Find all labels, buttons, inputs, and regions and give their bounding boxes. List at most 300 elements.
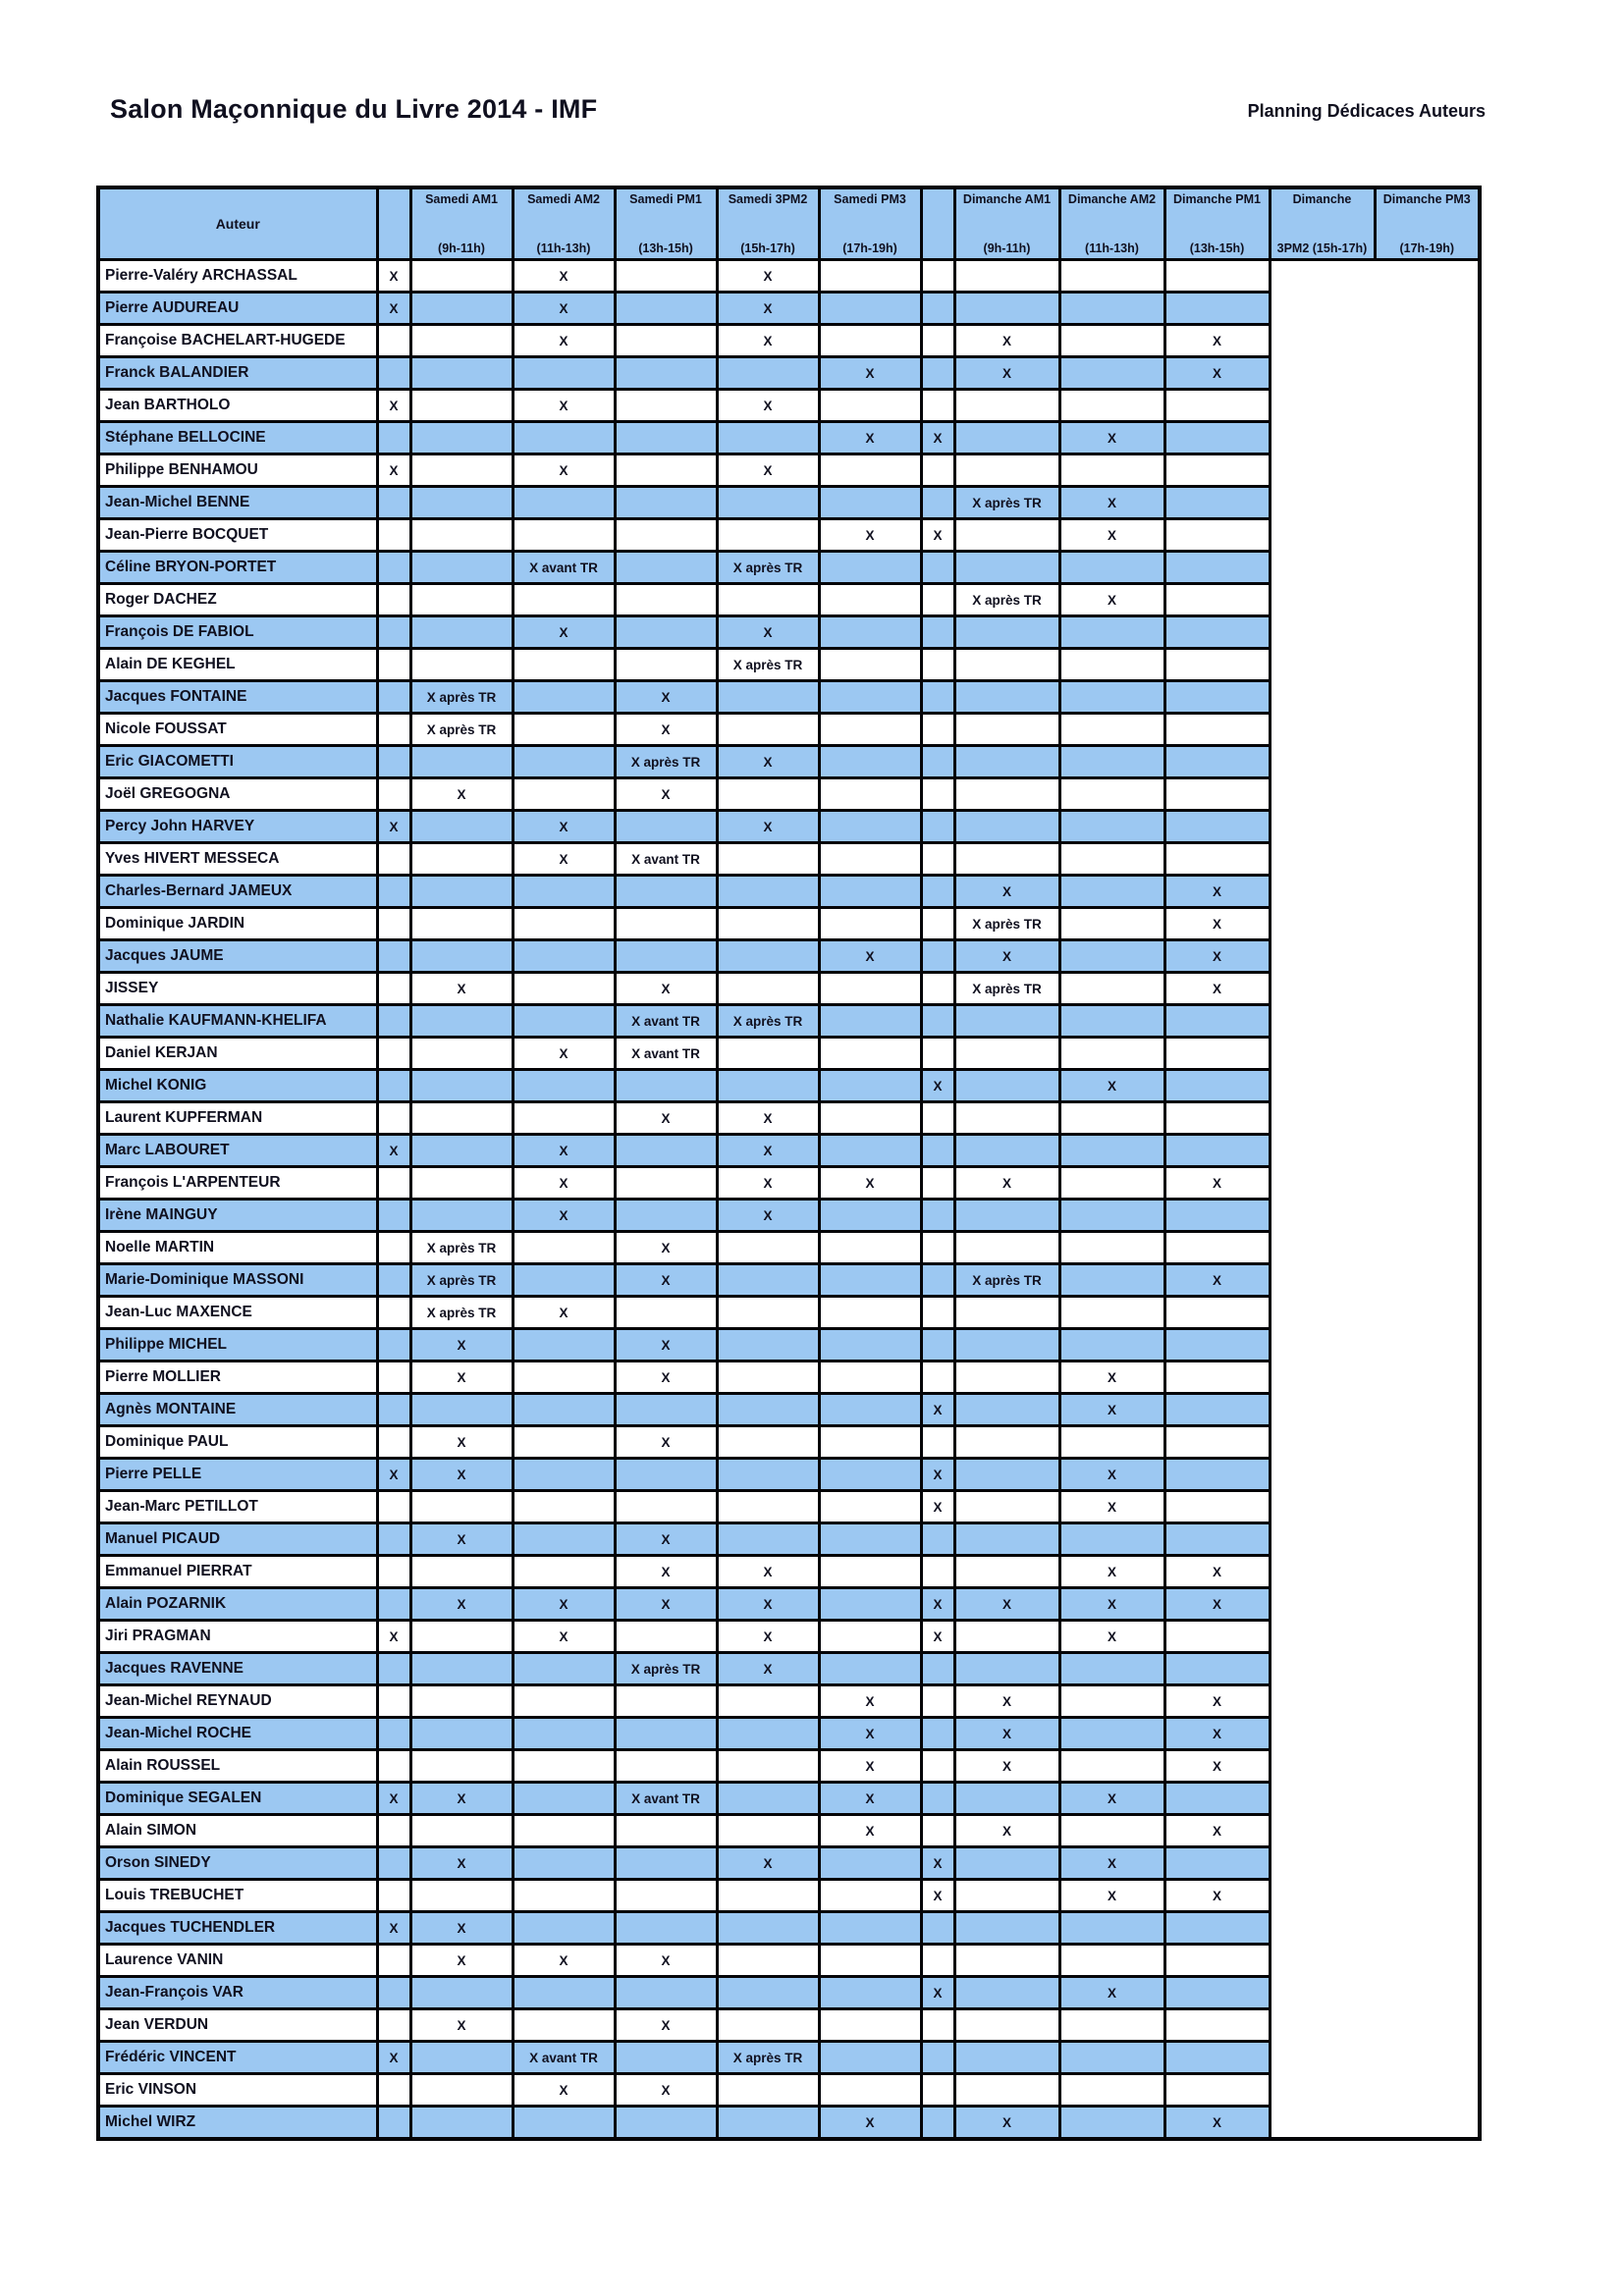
schedule-cell bbox=[954, 1847, 1059, 1880]
schedule-cell bbox=[819, 1491, 921, 1523]
schedule-cell bbox=[513, 876, 615, 908]
author-name: Eric VINSON bbox=[98, 2074, 377, 2107]
schedule-cell: X après TR bbox=[717, 1005, 819, 1038]
schedule-cell bbox=[615, 1394, 717, 1426]
schedule-cell bbox=[717, 1362, 819, 1394]
schedule-cell bbox=[921, 778, 954, 811]
schedule-cell bbox=[377, 1880, 410, 1912]
schedule-cell: X après TR bbox=[954, 584, 1059, 616]
author-name: Laurent KUPFERMAN bbox=[98, 1102, 377, 1135]
schedule-cell bbox=[1059, 357, 1164, 390]
author-name: Dominique PAUL bbox=[98, 1426, 377, 1459]
schedule-cell: X bbox=[1059, 1977, 1164, 2009]
schedule-cell bbox=[954, 1070, 1059, 1102]
schedule-cell: X bbox=[921, 1880, 954, 1912]
schedule-cell bbox=[717, 1750, 819, 1783]
schedule-cell: X bbox=[1059, 1588, 1164, 1621]
schedule-cell bbox=[819, 778, 921, 811]
schedule-cell bbox=[410, 876, 513, 908]
schedule-cell bbox=[513, 908, 615, 940]
schedule-cell bbox=[377, 2074, 410, 2107]
author-name: Franck BALANDIER bbox=[98, 357, 377, 390]
schedule-cell bbox=[377, 1329, 410, 1362]
table-row bbox=[98, 2042, 1480, 2074]
schedule-cell: X bbox=[615, 1232, 717, 1264]
schedule-cell bbox=[921, 1750, 954, 1783]
schedule-cell: X bbox=[1059, 1847, 1164, 1880]
schedule-cell: X bbox=[410, 1426, 513, 1459]
schedule-cell bbox=[1164, 1491, 1270, 1523]
schedule-cell bbox=[1164, 390, 1270, 422]
author-name: Céline BRYON-PORTET bbox=[98, 552, 377, 584]
schedule-cell bbox=[1164, 1783, 1270, 1815]
schedule-cell bbox=[513, 2009, 615, 2042]
schedule-cell: X bbox=[615, 714, 717, 746]
schedule-cell bbox=[921, 876, 954, 908]
schedule-cell bbox=[377, 357, 410, 390]
schedule-cell: X bbox=[615, 1588, 717, 1621]
schedule-cell bbox=[410, 293, 513, 325]
schedule-cell bbox=[921, 1167, 954, 1200]
schedule-cell bbox=[410, 940, 513, 973]
schedule-cell bbox=[410, 1815, 513, 1847]
schedule-cell bbox=[1164, 1912, 1270, 1945]
schedule-cell: X bbox=[954, 357, 1059, 390]
schedule-cell bbox=[954, 390, 1059, 422]
schedule-cell: X bbox=[921, 1621, 954, 1653]
schedule-cell bbox=[954, 1329, 1059, 1362]
schedule-cell: X bbox=[1059, 1070, 1164, 1102]
schedule-cell bbox=[717, 1945, 819, 1977]
table-row bbox=[98, 714, 1480, 746]
schedule-cell bbox=[1164, 681, 1270, 714]
schedule-cell: X bbox=[1059, 1880, 1164, 1912]
table-row bbox=[98, 1685, 1480, 1718]
schedule-cell bbox=[377, 1491, 410, 1523]
schedule-cell bbox=[819, 1426, 921, 1459]
schedule-cell bbox=[615, 357, 717, 390]
schedule-cell bbox=[717, 1329, 819, 1362]
column-header bbox=[954, 187, 1059, 260]
schedule-cell bbox=[1059, 746, 1164, 778]
schedule-cell: X bbox=[1164, 1588, 1270, 1621]
table-row bbox=[98, 357, 1480, 390]
table-row bbox=[98, 616, 1480, 649]
schedule-cell bbox=[615, 454, 717, 487]
schedule-cell: X avant TR bbox=[615, 1783, 717, 1815]
schedule-cell: X bbox=[615, 2074, 717, 2107]
schedule-cell: X bbox=[819, 422, 921, 454]
schedule-cell bbox=[954, 1135, 1059, 1167]
schedule-cell: X bbox=[717, 1556, 819, 1588]
table-row bbox=[98, 422, 1480, 454]
schedule-cell bbox=[921, 1329, 954, 1362]
schedule-cell bbox=[717, 1232, 819, 1264]
schedule-cell bbox=[921, 1005, 954, 1038]
author-name: Jean-Michel BENNE bbox=[98, 487, 377, 519]
schedule-cell bbox=[954, 519, 1059, 552]
schedule-cell: X bbox=[1164, 357, 1270, 390]
schedule-cell bbox=[954, 454, 1059, 487]
schedule-cell bbox=[1164, 1005, 1270, 1038]
schedule-cell bbox=[1059, 973, 1164, 1005]
schedule-cell bbox=[615, 1167, 717, 1200]
table-row bbox=[98, 908, 1480, 940]
schedule-cell: X après TR bbox=[410, 1297, 513, 1329]
schedule-cell: X bbox=[717, 454, 819, 487]
schedule-cell: X bbox=[954, 876, 1059, 908]
schedule-cell: X bbox=[1164, 1880, 1270, 1912]
schedule-cell: X bbox=[410, 1847, 513, 1880]
schedule-cell bbox=[1164, 487, 1270, 519]
schedule-cell: X bbox=[1164, 2107, 1270, 2140]
schedule-cell: X avant TR bbox=[615, 1038, 717, 1070]
schedule-cell: X bbox=[513, 1621, 615, 1653]
schedule-cell: X bbox=[377, 454, 410, 487]
schedule-cell bbox=[410, 454, 513, 487]
schedule-cell: X bbox=[513, 1588, 615, 1621]
schedule-cell bbox=[377, 487, 410, 519]
schedule-cell bbox=[954, 1038, 1059, 1070]
author-name: Jean-Luc MAXENCE bbox=[98, 1297, 377, 1329]
schedule-cell bbox=[513, 1329, 615, 1362]
schedule-cell bbox=[1164, 616, 1270, 649]
schedule-cell bbox=[1059, 1750, 1164, 1783]
author-name: Michel WIRZ bbox=[98, 2107, 377, 2140]
schedule-cell: X bbox=[819, 1750, 921, 1783]
author-name: Roger DACHEZ bbox=[98, 584, 377, 616]
author-name: Manuel PICAUD bbox=[98, 1523, 377, 1556]
table-row bbox=[98, 2009, 1480, 2042]
table-row bbox=[98, 1815, 1480, 1847]
schedule-cell bbox=[954, 422, 1059, 454]
schedule-cell bbox=[377, 1945, 410, 1977]
schedule-cell bbox=[513, 1232, 615, 1264]
schedule-cell bbox=[513, 1491, 615, 1523]
schedule-cell bbox=[954, 1200, 1059, 1232]
schedule-cell bbox=[377, 1426, 410, 1459]
schedule-cell: X bbox=[819, 519, 921, 552]
schedule-cell bbox=[954, 746, 1059, 778]
schedule-cell bbox=[954, 1232, 1059, 1264]
schedule-cell bbox=[1059, 940, 1164, 973]
author-name: Alain DE KEGHEL bbox=[98, 649, 377, 681]
schedule-cell bbox=[954, 1783, 1059, 1815]
schedule-cell bbox=[921, 2107, 954, 2140]
schedule-cell: X bbox=[410, 1523, 513, 1556]
schedule-cell bbox=[717, 422, 819, 454]
table-row bbox=[98, 1653, 1480, 1685]
author-name: Jacques JAUME bbox=[98, 940, 377, 973]
schedule-cell: X bbox=[921, 1394, 954, 1426]
schedule-cell bbox=[1059, 1167, 1164, 1200]
author-name: Charles-Bernard JAMEUX bbox=[98, 876, 377, 908]
table-row bbox=[98, 1329, 1480, 1362]
column-header-title: Samedi PM1 bbox=[629, 192, 702, 206]
table-row bbox=[98, 1588, 1480, 1621]
author-name: Alain SIMON bbox=[98, 1815, 377, 1847]
schedule-cell bbox=[377, 2009, 410, 2042]
schedule-cell bbox=[615, 1880, 717, 1912]
schedule-cell bbox=[1164, 293, 1270, 325]
schedule-cell bbox=[819, 1232, 921, 1264]
schedule-cell bbox=[1164, 1977, 1270, 2009]
schedule-cell bbox=[1164, 1394, 1270, 1426]
schedule-cell bbox=[377, 843, 410, 876]
schedule-cell: X après TR bbox=[954, 908, 1059, 940]
schedule-cell bbox=[1059, 1815, 1164, 1847]
schedule-cell bbox=[819, 746, 921, 778]
schedule-cell bbox=[921, 1264, 954, 1297]
schedule-cell: X après TR bbox=[615, 1653, 717, 1685]
schedule-cell bbox=[1164, 454, 1270, 487]
schedule-cell: X après TR bbox=[717, 2042, 819, 2074]
schedule-cell: X bbox=[615, 1329, 717, 1362]
schedule-cell bbox=[717, 1491, 819, 1523]
schedule-cell: X bbox=[377, 293, 410, 325]
table-row bbox=[98, 1426, 1480, 1459]
schedule-cell: X après TR bbox=[410, 1232, 513, 1264]
schedule-cell bbox=[615, 422, 717, 454]
schedule-cell bbox=[1059, 1329, 1164, 1362]
schedule-cell bbox=[1164, 519, 1270, 552]
schedule-cell: X bbox=[1059, 487, 1164, 519]
schedule-cell: X bbox=[954, 325, 1059, 357]
table-row bbox=[98, 260, 1480, 293]
author-name: Percy John HARVEY bbox=[98, 811, 377, 843]
schedule-cell bbox=[921, 1297, 954, 1329]
schedule-cell bbox=[1164, 714, 1270, 746]
schedule-cell bbox=[410, 2107, 513, 2140]
schedule-cell bbox=[921, 1783, 954, 1815]
schedule-cell bbox=[1164, 2009, 1270, 2042]
schedule-cell: X bbox=[717, 325, 819, 357]
schedule-cell: X bbox=[921, 1588, 954, 1621]
column-header-title: Dimanche PM3 bbox=[1382, 192, 1471, 206]
schedule-cell: X bbox=[717, 1621, 819, 1653]
schedule-cell bbox=[1164, 1653, 1270, 1685]
schedule-cell: X bbox=[513, 1038, 615, 1070]
schedule-cell: X bbox=[921, 1977, 954, 2009]
schedule-cell: X bbox=[377, 2042, 410, 2074]
schedule-cell: X bbox=[1059, 1394, 1164, 1426]
table-row bbox=[98, 811, 1480, 843]
schedule-cell bbox=[819, 487, 921, 519]
schedule-cell bbox=[513, 1880, 615, 1912]
table-row bbox=[98, 876, 1480, 908]
schedule-cell bbox=[819, 584, 921, 616]
schedule-cell: X bbox=[717, 746, 819, 778]
schedule-cell bbox=[954, 811, 1059, 843]
schedule-cell bbox=[921, 1102, 954, 1135]
author-name: Alain ROUSSEL bbox=[98, 1750, 377, 1783]
schedule-cell bbox=[819, 2009, 921, 2042]
page-title: Salon Maçonnique du Livre 2014 - IMF bbox=[110, 94, 598, 124]
author-name: Jean-Pierre BOCQUET bbox=[98, 519, 377, 552]
schedule-cell bbox=[1164, 1523, 1270, 1556]
schedule-cell bbox=[377, 1297, 410, 1329]
schedule-cell bbox=[921, 390, 954, 422]
schedule-cell bbox=[410, 519, 513, 552]
schedule-cell bbox=[954, 1912, 1059, 1945]
schedule-cell bbox=[410, 1750, 513, 1783]
schedule-cell bbox=[410, 1167, 513, 1200]
schedule-cell: X bbox=[615, 1362, 717, 1394]
author-name: Jean VERDUN bbox=[98, 2009, 377, 2042]
author-name: Michel KONIG bbox=[98, 1070, 377, 1102]
schedule-cell bbox=[410, 649, 513, 681]
column-header bbox=[513, 187, 615, 260]
schedule-cell: X bbox=[717, 293, 819, 325]
table-row bbox=[98, 1167, 1480, 1200]
schedule-cell bbox=[954, 1621, 1059, 1653]
author-name: Irène MAINGUY bbox=[98, 1200, 377, 1232]
schedule-cell: X bbox=[921, 1491, 954, 1523]
schedule-cell bbox=[513, 1556, 615, 1588]
schedule-cell: X bbox=[1164, 1556, 1270, 1588]
schedule-cell bbox=[717, 1523, 819, 1556]
schedule-cell bbox=[1164, 1102, 1270, 1135]
schedule-cell bbox=[921, 487, 954, 519]
schedule-cell bbox=[717, 519, 819, 552]
schedule-cell bbox=[1059, 681, 1164, 714]
author-name: Dominique SEGALEN bbox=[98, 1783, 377, 1815]
schedule-cell bbox=[819, 1977, 921, 2009]
table-row bbox=[98, 1459, 1480, 1491]
schedule-cell: X bbox=[513, 390, 615, 422]
author-name: Jean-Marc PETILLOT bbox=[98, 1491, 377, 1523]
schedule-cell bbox=[954, 1362, 1059, 1394]
schedule-cell: X bbox=[717, 1847, 819, 1880]
schedule-cell: X après TR bbox=[410, 714, 513, 746]
schedule-cell bbox=[1059, 1232, 1164, 1264]
schedule-cell bbox=[819, 1945, 921, 1977]
schedule-cell bbox=[513, 681, 615, 714]
schedule-cell bbox=[717, 1394, 819, 1426]
schedule-cell bbox=[1059, 2009, 1164, 2042]
schedule-cell bbox=[615, 876, 717, 908]
schedule-cell bbox=[954, 1945, 1059, 1977]
author-name: Laurence VANIN bbox=[98, 1945, 377, 1977]
author-name: Françoise BACHELART-HUGEDE bbox=[98, 325, 377, 357]
schedule-cell bbox=[954, 260, 1059, 293]
schedule-cell bbox=[819, 1102, 921, 1135]
schedule-cell: X bbox=[615, 1556, 717, 1588]
schedule-cell bbox=[819, 1880, 921, 1912]
schedule-cell bbox=[1059, 1945, 1164, 1977]
schedule-cell: X bbox=[954, 1685, 1059, 1718]
table-row bbox=[98, 1394, 1480, 1426]
schedule-cell: X bbox=[1164, 1685, 1270, 1718]
schedule-cell bbox=[954, 1491, 1059, 1523]
schedule-cell bbox=[1059, 1297, 1164, 1329]
schedule-cell bbox=[717, 714, 819, 746]
schedule-cell bbox=[921, 2074, 954, 2107]
schedule-cell bbox=[377, 1815, 410, 1847]
schedule-cell: X bbox=[819, 1783, 921, 1815]
schedule-cell bbox=[1059, 454, 1164, 487]
schedule-cell: X bbox=[377, 1783, 410, 1815]
schedule-cell: X bbox=[615, 1945, 717, 1977]
schedule-cell bbox=[377, 681, 410, 714]
schedule-cell bbox=[513, 1783, 615, 1815]
table-row bbox=[98, 552, 1480, 584]
page-header bbox=[0, 0, 1623, 125]
schedule-cell bbox=[615, 2107, 717, 2140]
column-header-title: Samedi AM1 bbox=[425, 192, 498, 206]
schedule-cell bbox=[410, 1038, 513, 1070]
table-row bbox=[98, 1556, 1480, 1588]
schedule-cell bbox=[717, 1912, 819, 1945]
column-header-time: (11h-13h) bbox=[536, 240, 591, 255]
schedule-cell: X bbox=[410, 778, 513, 811]
schedule-cell bbox=[717, 1880, 819, 1912]
schedule-cell bbox=[410, 1718, 513, 1750]
schedule-cell bbox=[717, 1977, 819, 2009]
schedule-cell bbox=[615, 649, 717, 681]
schedule-cell bbox=[1164, 2042, 1270, 2074]
schedule-cell bbox=[410, 1491, 513, 1523]
schedule-cell bbox=[921, 746, 954, 778]
author-name: Orson SINEDY bbox=[98, 1847, 377, 1880]
schedule-cell bbox=[513, 1362, 615, 1394]
schedule-cell: X bbox=[717, 1653, 819, 1685]
table-row bbox=[98, 1783, 1480, 1815]
schedule-cell bbox=[819, 1200, 921, 1232]
schedule-cell: X bbox=[921, 519, 954, 552]
column-header-title: Dimanche AM1 bbox=[962, 192, 1052, 206]
schedule-cell bbox=[410, 1394, 513, 1426]
schedule-cell bbox=[615, 1912, 717, 1945]
schedule-cell bbox=[921, 940, 954, 973]
schedule-cell bbox=[819, 1459, 921, 1491]
schedule-cell bbox=[921, 973, 954, 1005]
column-header bbox=[615, 187, 717, 260]
schedule-cell bbox=[615, 1070, 717, 1102]
schedule-cell bbox=[615, 1297, 717, 1329]
schedule-cell bbox=[921, 357, 954, 390]
schedule-cell bbox=[410, 1685, 513, 1718]
schedule-cell bbox=[1059, 2042, 1164, 2074]
schedule-cell bbox=[921, 293, 954, 325]
schedule-cell bbox=[1164, 1362, 1270, 1394]
author-name: Dominique JARDIN bbox=[98, 908, 377, 940]
author-name: Marie-Dominique MASSONI bbox=[98, 1264, 377, 1297]
schedule-cell bbox=[954, 1880, 1059, 1912]
schedule-cell: X bbox=[513, 811, 615, 843]
schedule-cell bbox=[377, 908, 410, 940]
schedule-cell bbox=[410, 1977, 513, 2009]
schedule-cell: X avant TR bbox=[615, 1005, 717, 1038]
schedule-cell bbox=[377, 1362, 410, 1394]
schedule-cell: X bbox=[954, 940, 1059, 973]
schedule-cell bbox=[615, 1135, 717, 1167]
table-row bbox=[98, 1718, 1480, 1750]
column-header-title: Samedi AM2 bbox=[527, 192, 600, 206]
schedule-cell bbox=[1059, 1005, 1164, 1038]
schedule-cell bbox=[410, 325, 513, 357]
day-separator-column bbox=[377, 187, 410, 260]
schedule-cell bbox=[717, 1783, 819, 1815]
schedule-cell bbox=[921, 1685, 954, 1718]
column-header-time: 3PM2 (15h-17h) bbox=[1276, 240, 1368, 255]
schedule-cell bbox=[1059, 2074, 1164, 2107]
schedule-cell bbox=[1164, 422, 1270, 454]
schedule-cell bbox=[921, 843, 954, 876]
schedule-cell bbox=[615, 325, 717, 357]
schedule-cell bbox=[377, 325, 410, 357]
schedule-cell bbox=[615, 260, 717, 293]
